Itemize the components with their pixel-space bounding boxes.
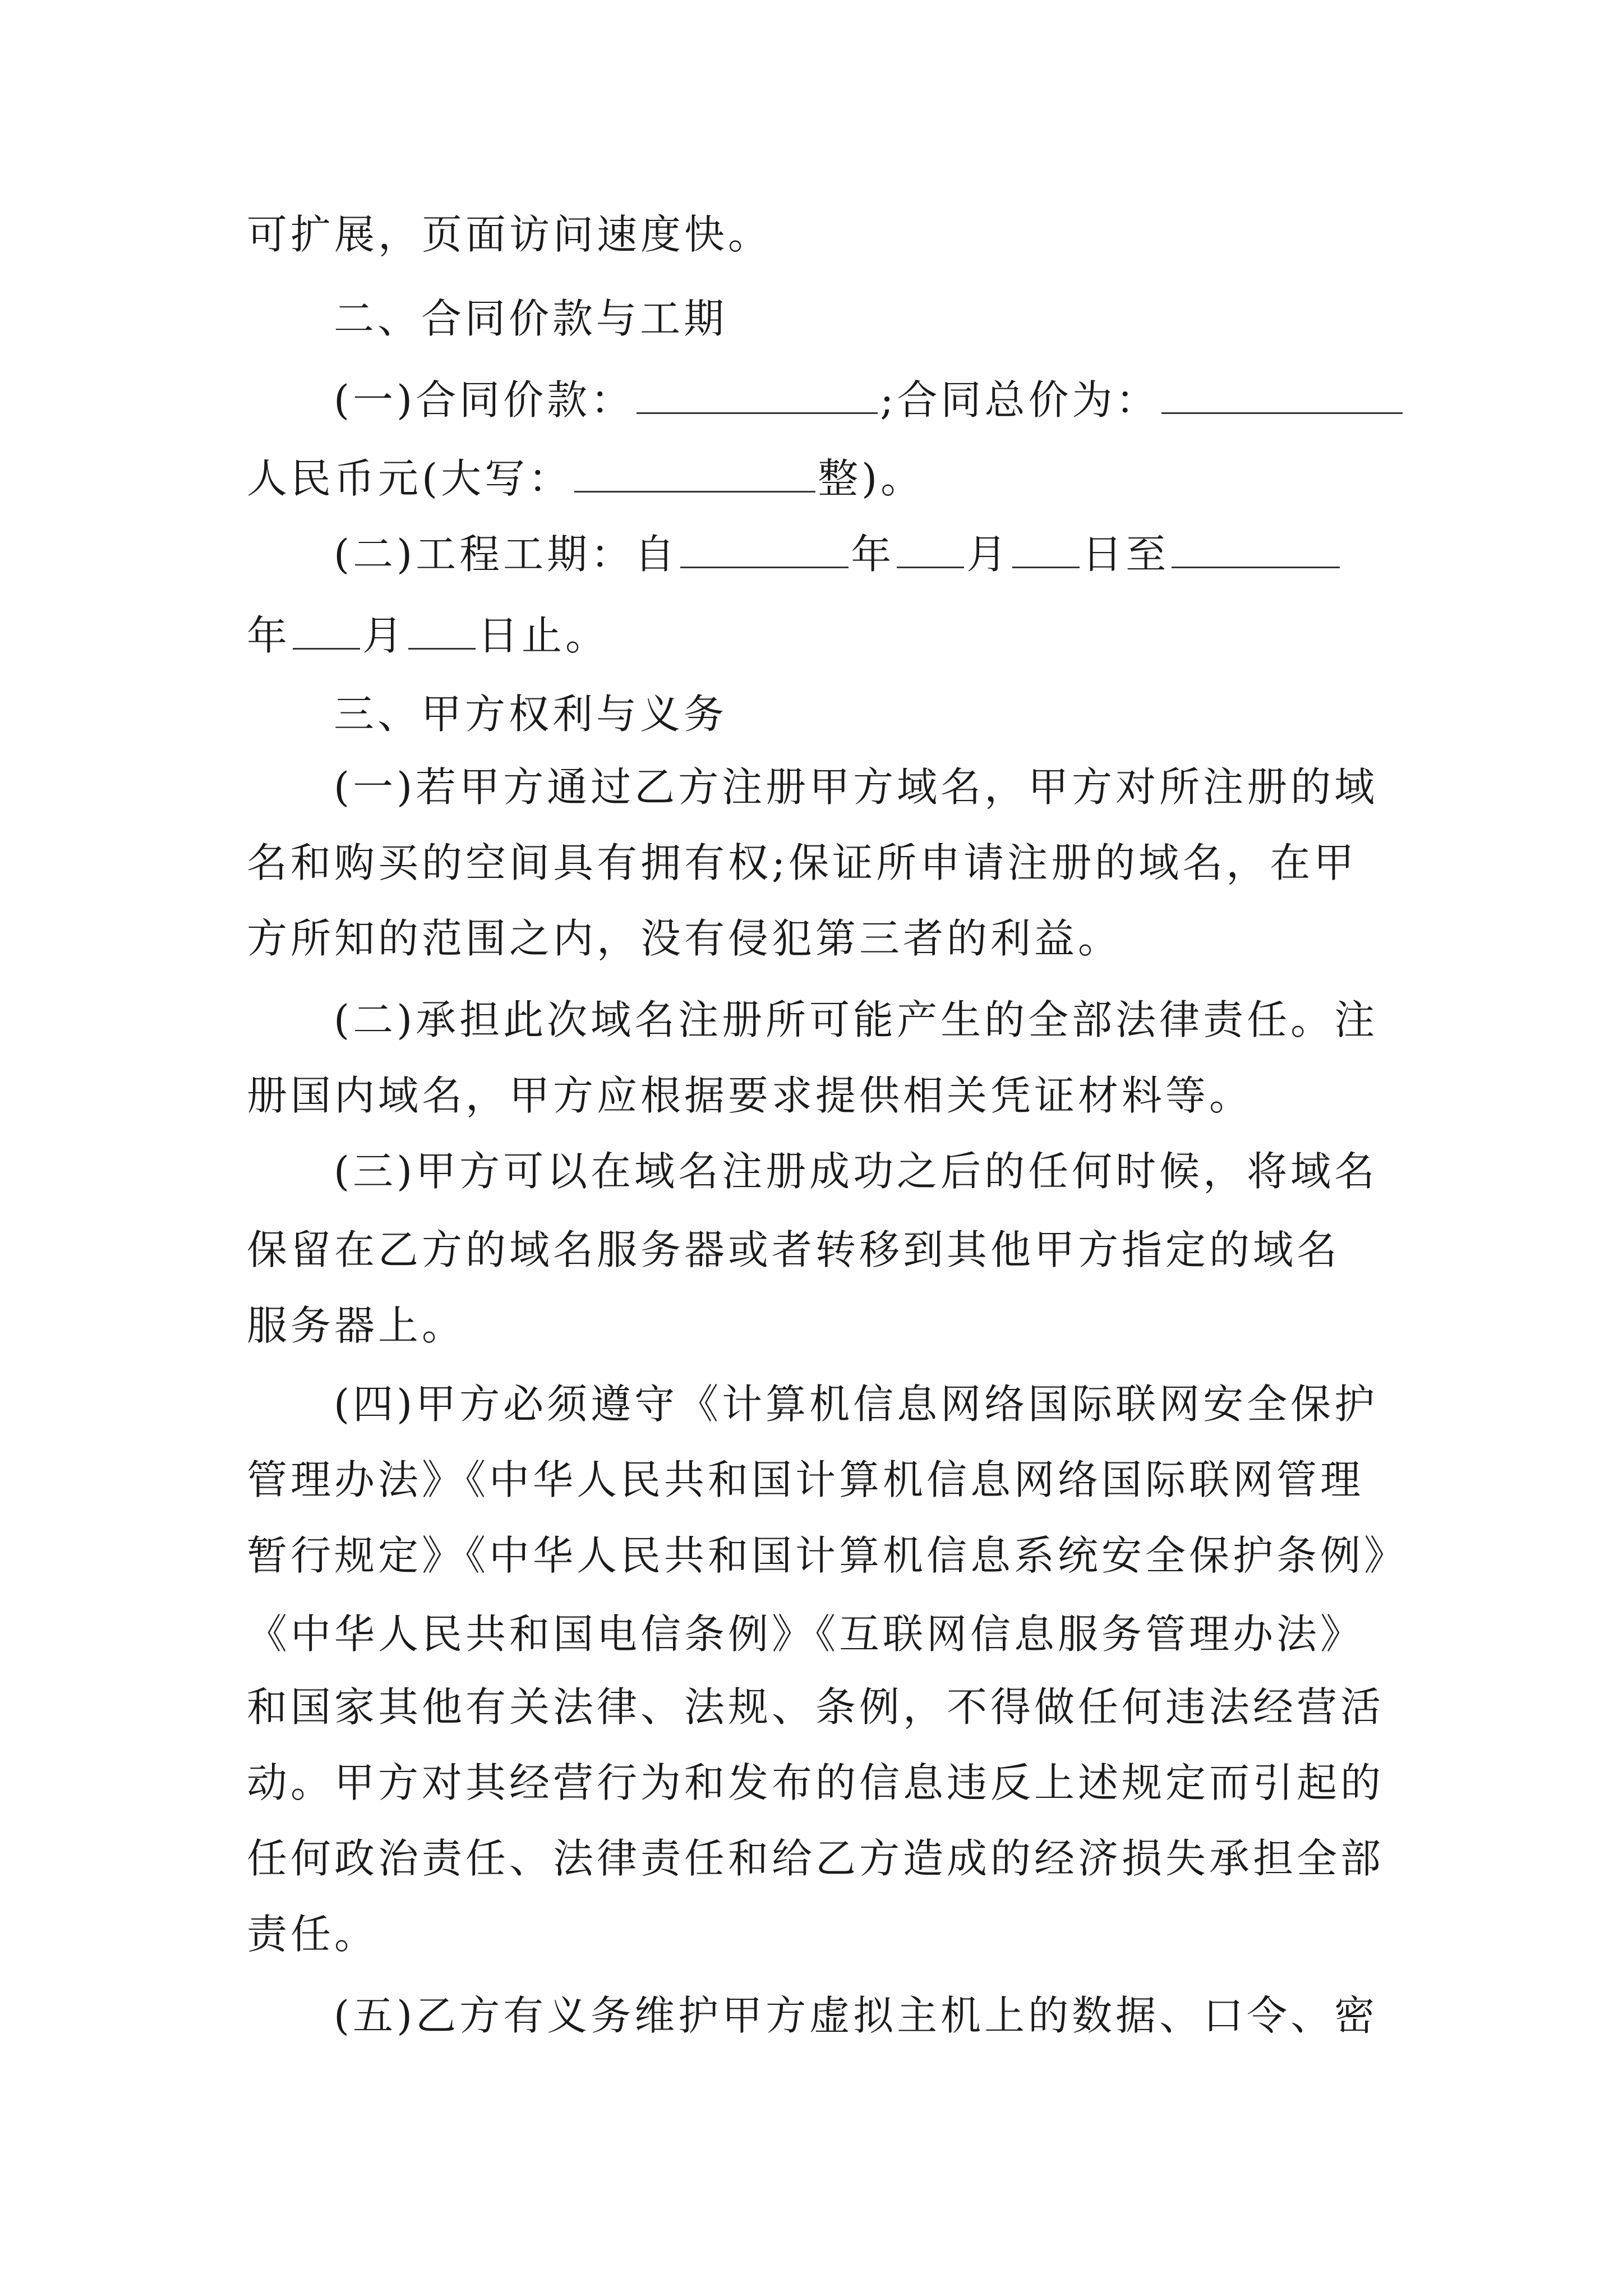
text-line: 方所知的范围之内，没有侵犯第三者的利益。 [247, 915, 1122, 962]
contract-price-label: (一)合同价款： [334, 376, 635, 424]
end-year-blank [1172, 527, 1340, 568]
total-price-blank [1161, 373, 1403, 414]
work-period-end-line [247, 609, 609, 662]
text-line: 和国家其他有关法律、法规、条例，不得做任何违法经营活 [247, 1683, 1385, 1731]
text-line: 动。甲方对其经营行为和发布的信息违反上述规定而引起的 [247, 1759, 1385, 1806]
section-heading: 二、合同价款与工期 [334, 295, 728, 342]
text-line: (四)甲方必须遵守《计算机信息网络国际联网安全保护 [334, 1381, 1378, 1428]
work-period-line [334, 527, 1342, 581]
text-line: 任何政治责任、法律责任和给乙方造成的经济损失承担全部 [247, 1835, 1385, 1882]
month-label: 月 [966, 531, 1011, 578]
rmb-line [247, 452, 924, 505]
start-day-blank [1012, 527, 1080, 568]
text-line: (三)甲方可以在域名注册成功之后的任何时候，将域名 [334, 1148, 1378, 1195]
rmb-suffix: 整)。 [818, 455, 925, 502]
end-day-blank [408, 609, 476, 650]
text-line: (五)乙方有义务维护甲方虚拟主机上的数据、口令、密 [334, 1992, 1378, 2039]
contract-price-line [334, 373, 1405, 427]
text-line: 名和购买的空间具有拥有权;保证所申请注册的域名，在甲 [247, 839, 1358, 886]
rmb-label: 人民币元(大写： [247, 455, 573, 502]
section-heading: 三、甲方权利与义务 [334, 691, 728, 738]
total-price-label: ;合同总价为： [880, 376, 1160, 424]
month-label: 月 [362, 612, 407, 659]
year-label: 年 [247, 612, 291, 659]
text-line: 《中华人民共和国电信条例》《互联网信息服务管理办法》 [247, 1611, 1364, 1658]
text-line: 可扩展，页面访问速度快。 [247, 211, 772, 258]
text-line: 责任。 [247, 1911, 379, 1958]
text-line: 管理办法》《中华人民共和国计算机信息网络国际联网管理 [247, 1456, 1364, 1503]
text-line: 册国内域名，甲方应根据要求提供相关凭证材料等。 [247, 1072, 1253, 1119]
start-year-blank [680, 527, 849, 568]
start-month-blank [897, 527, 964, 568]
price-blank [637, 373, 878, 414]
rmb-uppercase-blank [574, 452, 815, 493]
text-line: (二)承担此次域名注册所可能产生的全部法律责任。注 [334, 996, 1378, 1043]
day-end-label: 日止。 [478, 612, 610, 659]
text-line: (一)若甲方通过乙方注册甲方域名，甲方对所注册的域 [334, 763, 1378, 811]
text-line: 暂行规定》《中华人民共和国计算机信息系统安全保护条例》 [247, 1532, 1408, 1579]
work-period-label: (二)工程工期：自 [334, 531, 679, 578]
text-line: 保留在乙方的域名服务器或者转移到其他甲方指定的域名 [247, 1226, 1341, 1273]
year-label: 年 [851, 531, 895, 578]
day-to-label: 日至 [1082, 531, 1170, 578]
end-month-blank [293, 609, 360, 650]
text-line: 服务器上。 [247, 1302, 466, 1349]
